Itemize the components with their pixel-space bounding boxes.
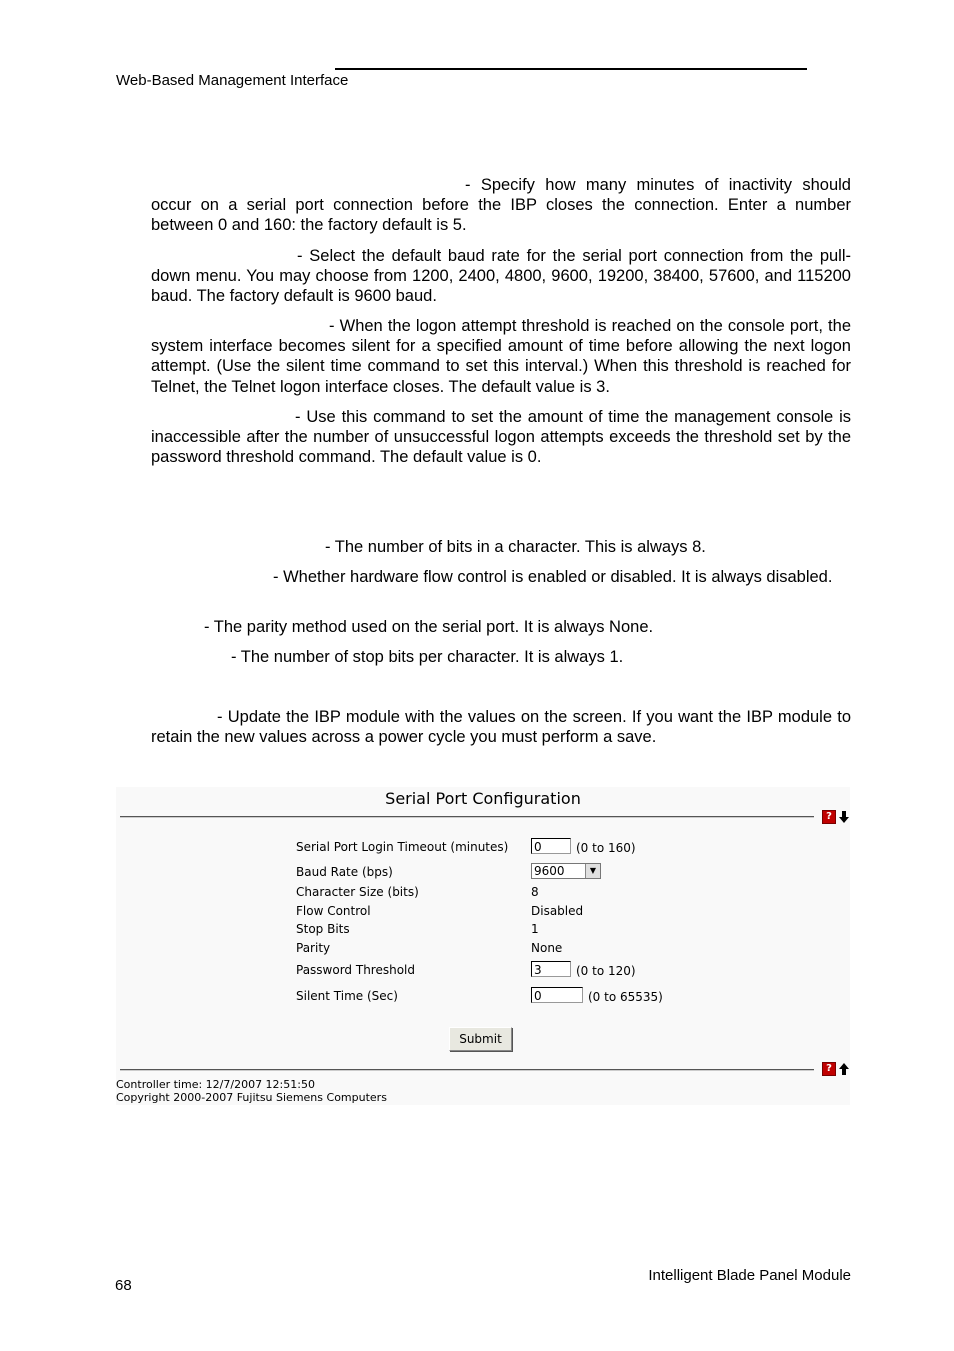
parity-label: Parity [296, 941, 331, 955]
paragraph-silent-time: - Use this command to set the amount of time the management console is inaccessible after the number of unsuccessful logon attempts exceeds the threshold set by the password threshold command. The default value is 0. [151, 408, 851, 467]
parity-value: None [531, 941, 563, 955]
password-threshold-range: (0 to 120) [576, 964, 636, 978]
controller-time: Controller time: 12/7/2007 12:51:50 [116, 1078, 315, 1091]
stop-bits-value: 1 [531, 922, 539, 936]
paragraph-login-timeout: - Specify how many minutes of inactivity should occur on a serial port connection before the IBP closes the connection. Enter a number between 0 and 160: the factory default is 5. [151, 176, 851, 235]
chevron-down-icon[interactable]: ▼ [585, 864, 600, 878]
silent-time-input[interactable]: 0 [531, 987, 583, 1003]
baud-rate-value: 9600 [534, 864, 565, 878]
login-timeout-range: (0 to 160) [576, 841, 636, 855]
bottom-rule [120, 1069, 814, 1071]
paragraph-character-size: - The number of bits in a character. This is always 8. [325, 538, 706, 556]
copyright: Copyright 2000-2007 Fujitsu Siemens Computers [116, 1091, 387, 1104]
silent-time-range: (0 to 65535) [588, 990, 663, 1004]
paragraph-submit: - Update the IBP module with the values on the screen. If you want the IBP module to retain the new values across a power cycle you must perform a save. [151, 708, 851, 747]
silent-time-label: Silent Time (Sec) [296, 989, 398, 1003]
arrow-up-icon[interactable] [838, 1063, 850, 1075]
serial-port-config-screenshot [116, 787, 850, 1105]
stop-bits-label: Stop Bits [296, 922, 350, 936]
running-footer: Intelligent Blade Panel Module [648, 1267, 851, 1284]
baud-rate-label: Baud Rate (bps) [296, 865, 393, 879]
flow-control-value: Disabled [531, 904, 584, 918]
character-size-label: Character Size (bits) [296, 885, 419, 899]
help-icon[interactable]: ? [822, 810, 836, 824]
paragraph-baud-rate: - Select the default baud rate for the serial port connection from the pull-down menu. You may choose from 1200, 2400, 4800, 9600, 19200, 38400, 57600, and 115200 baud. The factory default is 9600 baud. [151, 247, 851, 306]
screenshot-title: Serial Port Configuration [385, 789, 581, 808]
character-size-value: 8 [531, 885, 539, 899]
login-timeout-label: Serial Port Login Timeout (minutes) [296, 840, 509, 854]
paragraph-password-threshold: - When the logon attempt threshold is reached on the console port, the system interface becomes silent for a specified amount of time before allowing the next logon attempt. (Use the silent time command to set this interval.) When this threshold is reached for Telnet, the Telnet logon interface closes. The default value is 3. [151, 317, 851, 396]
running-header: Web-Based Management Interface [116, 72, 349, 89]
login-timeout-input[interactable]: 0 [531, 838, 571, 854]
submit-button[interactable]: Submit [449, 1027, 512, 1051]
page-number: 68 [115, 1277, 132, 1294]
top-rule [120, 816, 814, 818]
help-icon[interactable]: ? [822, 1062, 836, 1076]
password-threshold-label: Password Threshold [296, 963, 416, 977]
paragraph-flow-control: - Whether hardware flow control is enabled or disabled. It is always disabled. [273, 568, 833, 586]
header-rule [335, 68, 807, 70]
arrow-down-icon[interactable] [838, 811, 850, 823]
password-threshold-input[interactable]: 3 [531, 961, 571, 977]
bottom-nav-icons [822, 1062, 852, 1076]
paragraph-parity: - The parity method used on the serial port. It is always None. [204, 618, 654, 636]
top-nav-icons [822, 810, 852, 824]
paragraph-stop-bits: - The number of stop bits per character. It is always 1. [231, 648, 624, 666]
flow-control-label: Flow Control [296, 904, 371, 918]
baud-rate-select[interactable] [531, 863, 601, 879]
